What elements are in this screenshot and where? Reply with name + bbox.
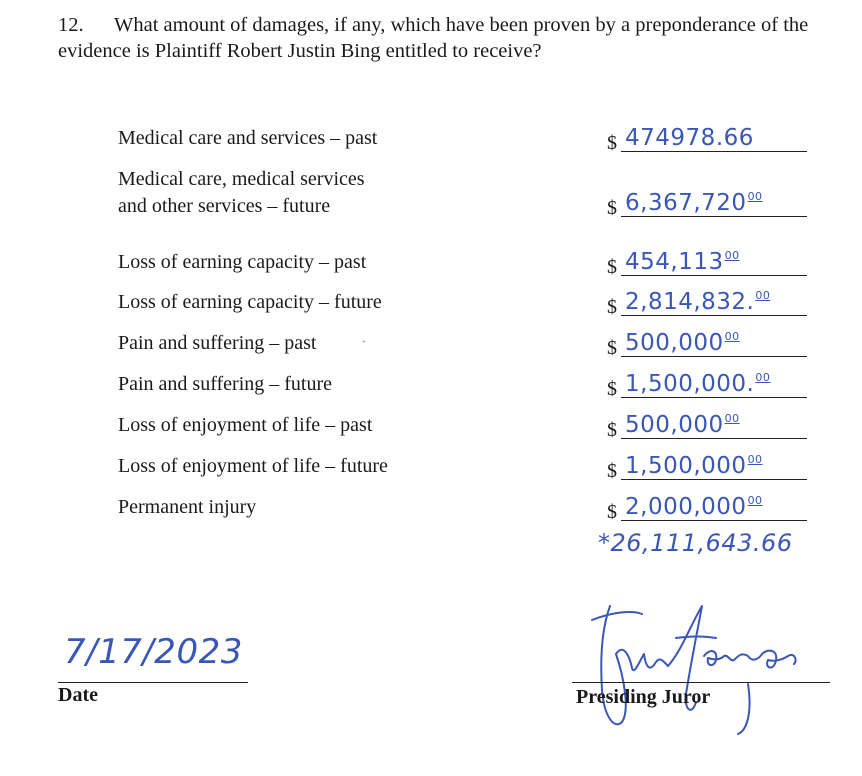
dollar-sign: $ — [607, 197, 617, 219]
damage-label-pain-past: Pain and suffering – past — [118, 332, 317, 354]
handwritten-total — [598, 528, 828, 564]
juror-signature-block — [572, 598, 830, 738]
handwritten-amount: 1,500,000$^{00}$ — [625, 453, 763, 479]
amount-underline — [621, 275, 807, 276]
damage-label-earning-past: Loss of earning capacity – past — [118, 251, 367, 273]
handwritten-signature — [572, 598, 830, 738]
date-line — [58, 682, 248, 683]
question-text: What amount of damages, if any, which have been proven by a preponderance of the evidence is Plaintiff Robert Justin Bing entitled to receive? — [58, 14, 809, 62]
dollar-sign: $ — [607, 296, 617, 318]
amount-field-enjoyment-future — [607, 452, 807, 482]
dollar-sign: $ — [607, 337, 617, 359]
damage-label-permanent-injury: Permanent injury — [118, 496, 257, 518]
amount-field-enjoyment-past — [607, 411, 807, 441]
dollar-sign: $ — [607, 256, 617, 278]
dollar-sign: $ — [607, 132, 617, 154]
amount-underline — [621, 356, 807, 357]
handwritten-amount: 500,000$^{00}$ — [625, 330, 740, 356]
juror-line — [572, 682, 830, 683]
amount-underline — [621, 520, 807, 521]
damage-label-enjoyment-past: Loss of enjoyment of life – past — [118, 414, 373, 436]
handwritten-date: 7/17/2023 — [64, 632, 243, 672]
amount-underline — [621, 216, 807, 217]
presiding-juror-label: Presiding Juror — [576, 686, 711, 708]
amount-field-earning-future — [607, 288, 807, 318]
damage-label-medical-future-line1: Medical care, medical services — [118, 168, 365, 190]
dollar-sign: $ — [607, 501, 617, 523]
damage-label-enjoyment-future: Loss of enjoyment of life – future — [118, 455, 388, 477]
date-signature-block — [58, 632, 248, 712]
handwritten-amount: 6,367,720$^{00}$ — [625, 190, 763, 216]
handwritten-amount: 1,500,000.00 — [625, 371, 771, 397]
date-label: Date — [58, 684, 98, 706]
stray-mark: ` — [362, 338, 366, 352]
amount-underline — [621, 397, 807, 398]
damage-label-earning-future: Loss of earning capacity – future — [118, 291, 382, 313]
amount-field-medical-past — [607, 124, 807, 154]
dollar-sign: $ — [607, 378, 617, 400]
amount-underline — [621, 315, 807, 316]
handwritten-amount: 500,000$^{00}$ — [625, 412, 740, 438]
amount-field-medical-future — [607, 189, 807, 219]
amount-field-permanent-injury — [607, 493, 807, 523]
amount-underline — [621, 151, 807, 152]
handwritten-amount: 474978.66 — [625, 125, 754, 151]
total-amount: *26,111,643.66 — [598, 529, 793, 557]
amount-field-pain-past — [607, 329, 807, 359]
damage-label-medical-past: Medical care and services – past — [118, 127, 378, 149]
amount-underline — [621, 438, 807, 439]
amount-field-earning-past — [607, 248, 807, 278]
handwritten-amount: 2,814,832.00 — [625, 289, 771, 315]
dollar-sign: $ — [607, 460, 617, 482]
damage-label-medical-future-line2: and other services – future — [118, 195, 331, 217]
question-number: 12. — [58, 14, 84, 36]
handwritten-amount: 454,113$^{00}$ — [625, 249, 740, 275]
question-12 — [58, 12, 848, 64]
handwritten-amount: 2,000,000$^{00}$ — [625, 494, 763, 520]
amount-underline — [621, 479, 807, 480]
dollar-sign: $ — [607, 419, 617, 441]
damage-label-pain-future: Pain and suffering – future — [118, 373, 333, 395]
amount-field-pain-future — [607, 370, 807, 400]
